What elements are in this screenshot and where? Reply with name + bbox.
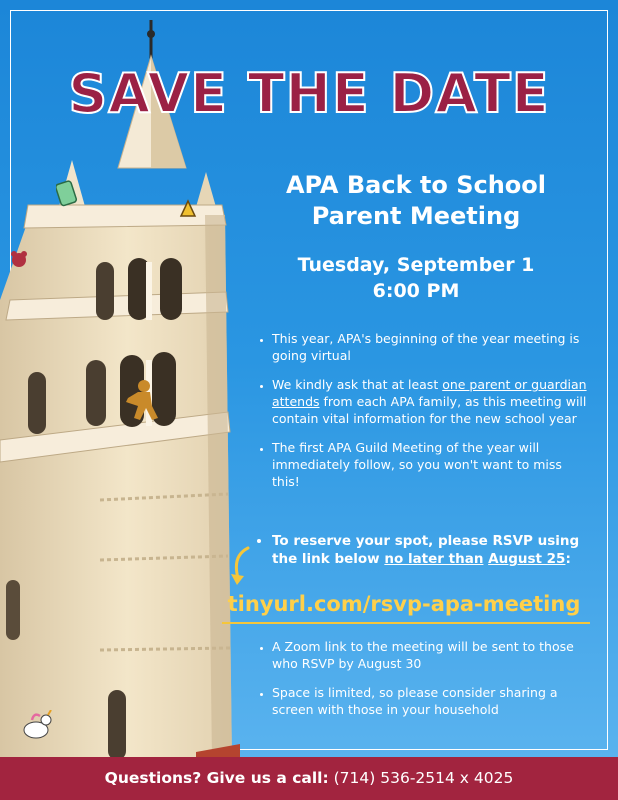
mascot-sticker — [178, 198, 198, 220]
bullet-item: • This year, APA's beginning of the year meeting is going virtual — [272, 330, 590, 364]
bullet-item: • We kindly ask that at least one parent or guardian attends from each APA family, as this meeting will contain vital information for the new school year — [272, 376, 590, 427]
event-datetime — [232, 252, 600, 304]
info-bullets — [256, 330, 590, 502]
rsvp-instructions — [256, 532, 592, 568]
bear-sticker — [10, 250, 28, 268]
rsvp-link[interactable]: tinyurl.com/rsvp-apa-meeting — [227, 592, 581, 616]
event-title — [232, 170, 600, 232]
underlined-emphasis: one parent or guardian attends — [272, 377, 587, 409]
event-time: 6:00 PM — [372, 280, 460, 302]
link-underline-rule — [222, 622, 590, 624]
unicorn-sticker — [18, 710, 54, 744]
event-title-line2: Parent Meeting — [311, 202, 521, 230]
bullet-item: • A Zoom link to the meeting will be sent to those who RSVP by August 30 — [272, 638, 590, 672]
bullet-item: • The first APA Guild Meeting of the year will immediately follow, so you won't want to miss this! — [272, 439, 590, 490]
footer-phone[interactable]: (714) 536-2514 x 4025 — [333, 769, 514, 787]
event-date: Tuesday, September 1 — [297, 254, 535, 276]
curved-arrow-icon — [228, 546, 254, 586]
bullet-item: • Space is limited, so please consider sharing a screen with those in your household — [272, 684, 590, 718]
footer-label: Questions? Give us a call: — [104, 769, 329, 787]
rsvp-deadline-date: August 25 — [488, 551, 566, 567]
contact-footer — [0, 757, 618, 800]
mascot-sticker — [56, 178, 78, 208]
event-title-line1: APA Back to School — [285, 171, 547, 199]
save-the-date-headline: SAVE THE DATE — [68, 62, 550, 125]
info-bullets-bottom — [256, 638, 590, 730]
bullet-item: • To reserve your spot, please RSVP using the link below no later than August 25: — [272, 532, 592, 568]
mascot-sticker — [120, 378, 160, 422]
rsvp-deadline-underlined: no later than — [384, 551, 484, 567]
